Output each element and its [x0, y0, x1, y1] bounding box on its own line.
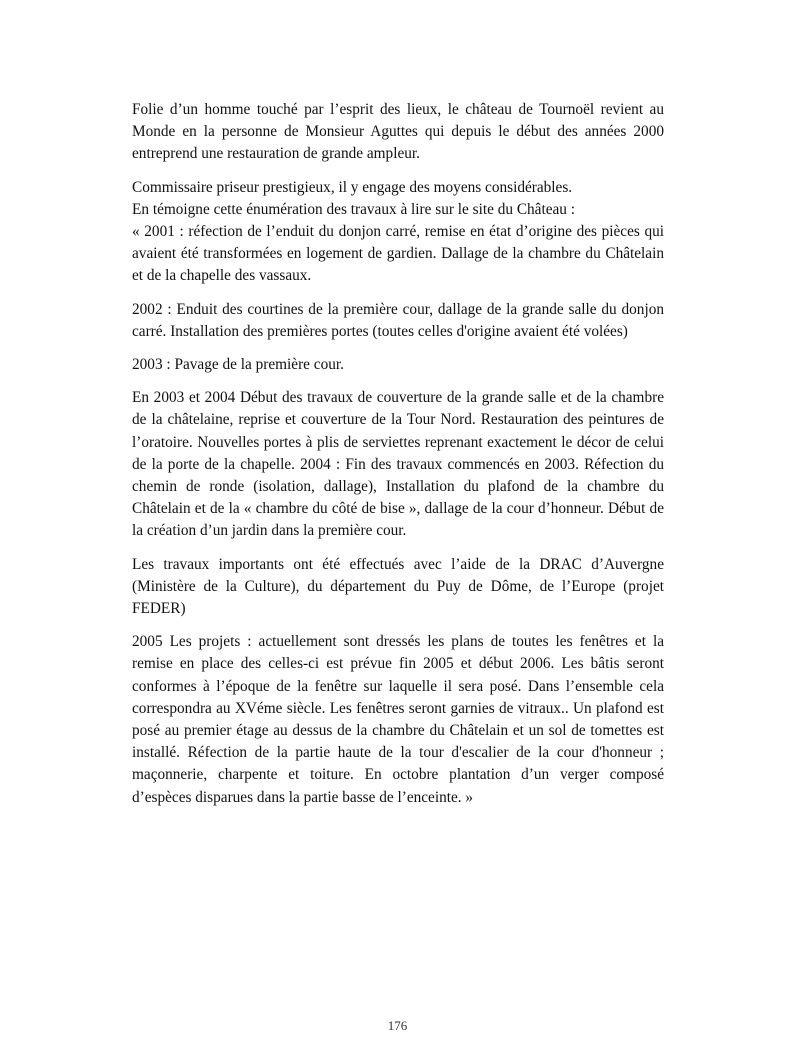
paragraph-2002: 2002 : Enduit des courtines de la première cour, dallage de la grande salle du donjon carré. Installation des premières portes (toutes celles d'origine avaient été volées) — [132, 300, 664, 340]
paragraph-intro: Folie d’un homme touché par l’esprit des lieux, le château de Tournoël revient au Monde en la personne de Monsieur Aguttes qui depuis le début des années 2000 entreprend une restauration de grande ampleur. — [132, 101, 664, 163]
paragraph-line: En témoigne cette énumération des travaux à lire sur le site du Château : — [132, 200, 576, 218]
paragraph-2003: 2003 : Pavage de la première cour. — [132, 356, 344, 374]
paragraph-2003-2004: En 2003 et 2004 Début des travaux de couverture de la grande salle et de la chambre de la châtelaine, reprise et couverture de la Tour Nord. Restauration des peintures de l’oratoire. Nouvelles portes à plis de serviettes reprenant exactement le décor de celui de la porte de la chapelle. 2004 : Fin des travaux commencés en 2003. Réfection du chemin de ronde (isolation, dallage), Installation du plafond de la chambre du Châtelain et de la « chambre du côté de bise », dallage de la cour d’honneur. Début de la création d’un jardin dans la première cour. — [132, 389, 664, 540]
paragraph-line: Commissaire priseur prestigieux, il y engage des moyens considérables. — [132, 178, 573, 196]
page-body — [132, 99, 664, 820]
page-number: 176 — [387, 1018, 408, 1033]
paragraph-line-quote-2001: « 2001 : réfection de l’enduit du donjon carré, remise en état d’origine des pièces qui avaient été transformées en logement de gardien. Dallage de la chambre du Châtelain et de la chapelle des vassaux. — [132, 223, 664, 285]
paragraph-travaux-importants: Les travaux importants ont été effectués avec l’aide de la DRAC d’Auvergne (Ministère de la Culture), du département du Puy de Dôme, de l’Europe (projet FEDER) — [132, 555, 664, 618]
paragraph-commissaire — [132, 177, 664, 288]
paragraph-2005: 2005 Les projets : actuellement sont dressés les plans de toutes les fenêtres et la remise en place des celles-ci est prévue fin 2005 et début 2006. Les bâtis seront conformes à l’époque de la fenêtre sur laquelle il sera posé. Dans l’ensemble cela correspondra au XVéme siècle. Les fenêtres seront garnies de vitraux.. Un plafond est posé au premier étage au dessus de la chambre du Châtelain et un sol de tomettes est installé. Réfection de la partie haute de la tour d'escalier de la cour d'honneur ; maçonnerie, charpente et toiture. En octobre plantation d’un verger composé d’espèces disparues dans la partie basse de l’enceinte. » — [132, 633, 664, 806]
